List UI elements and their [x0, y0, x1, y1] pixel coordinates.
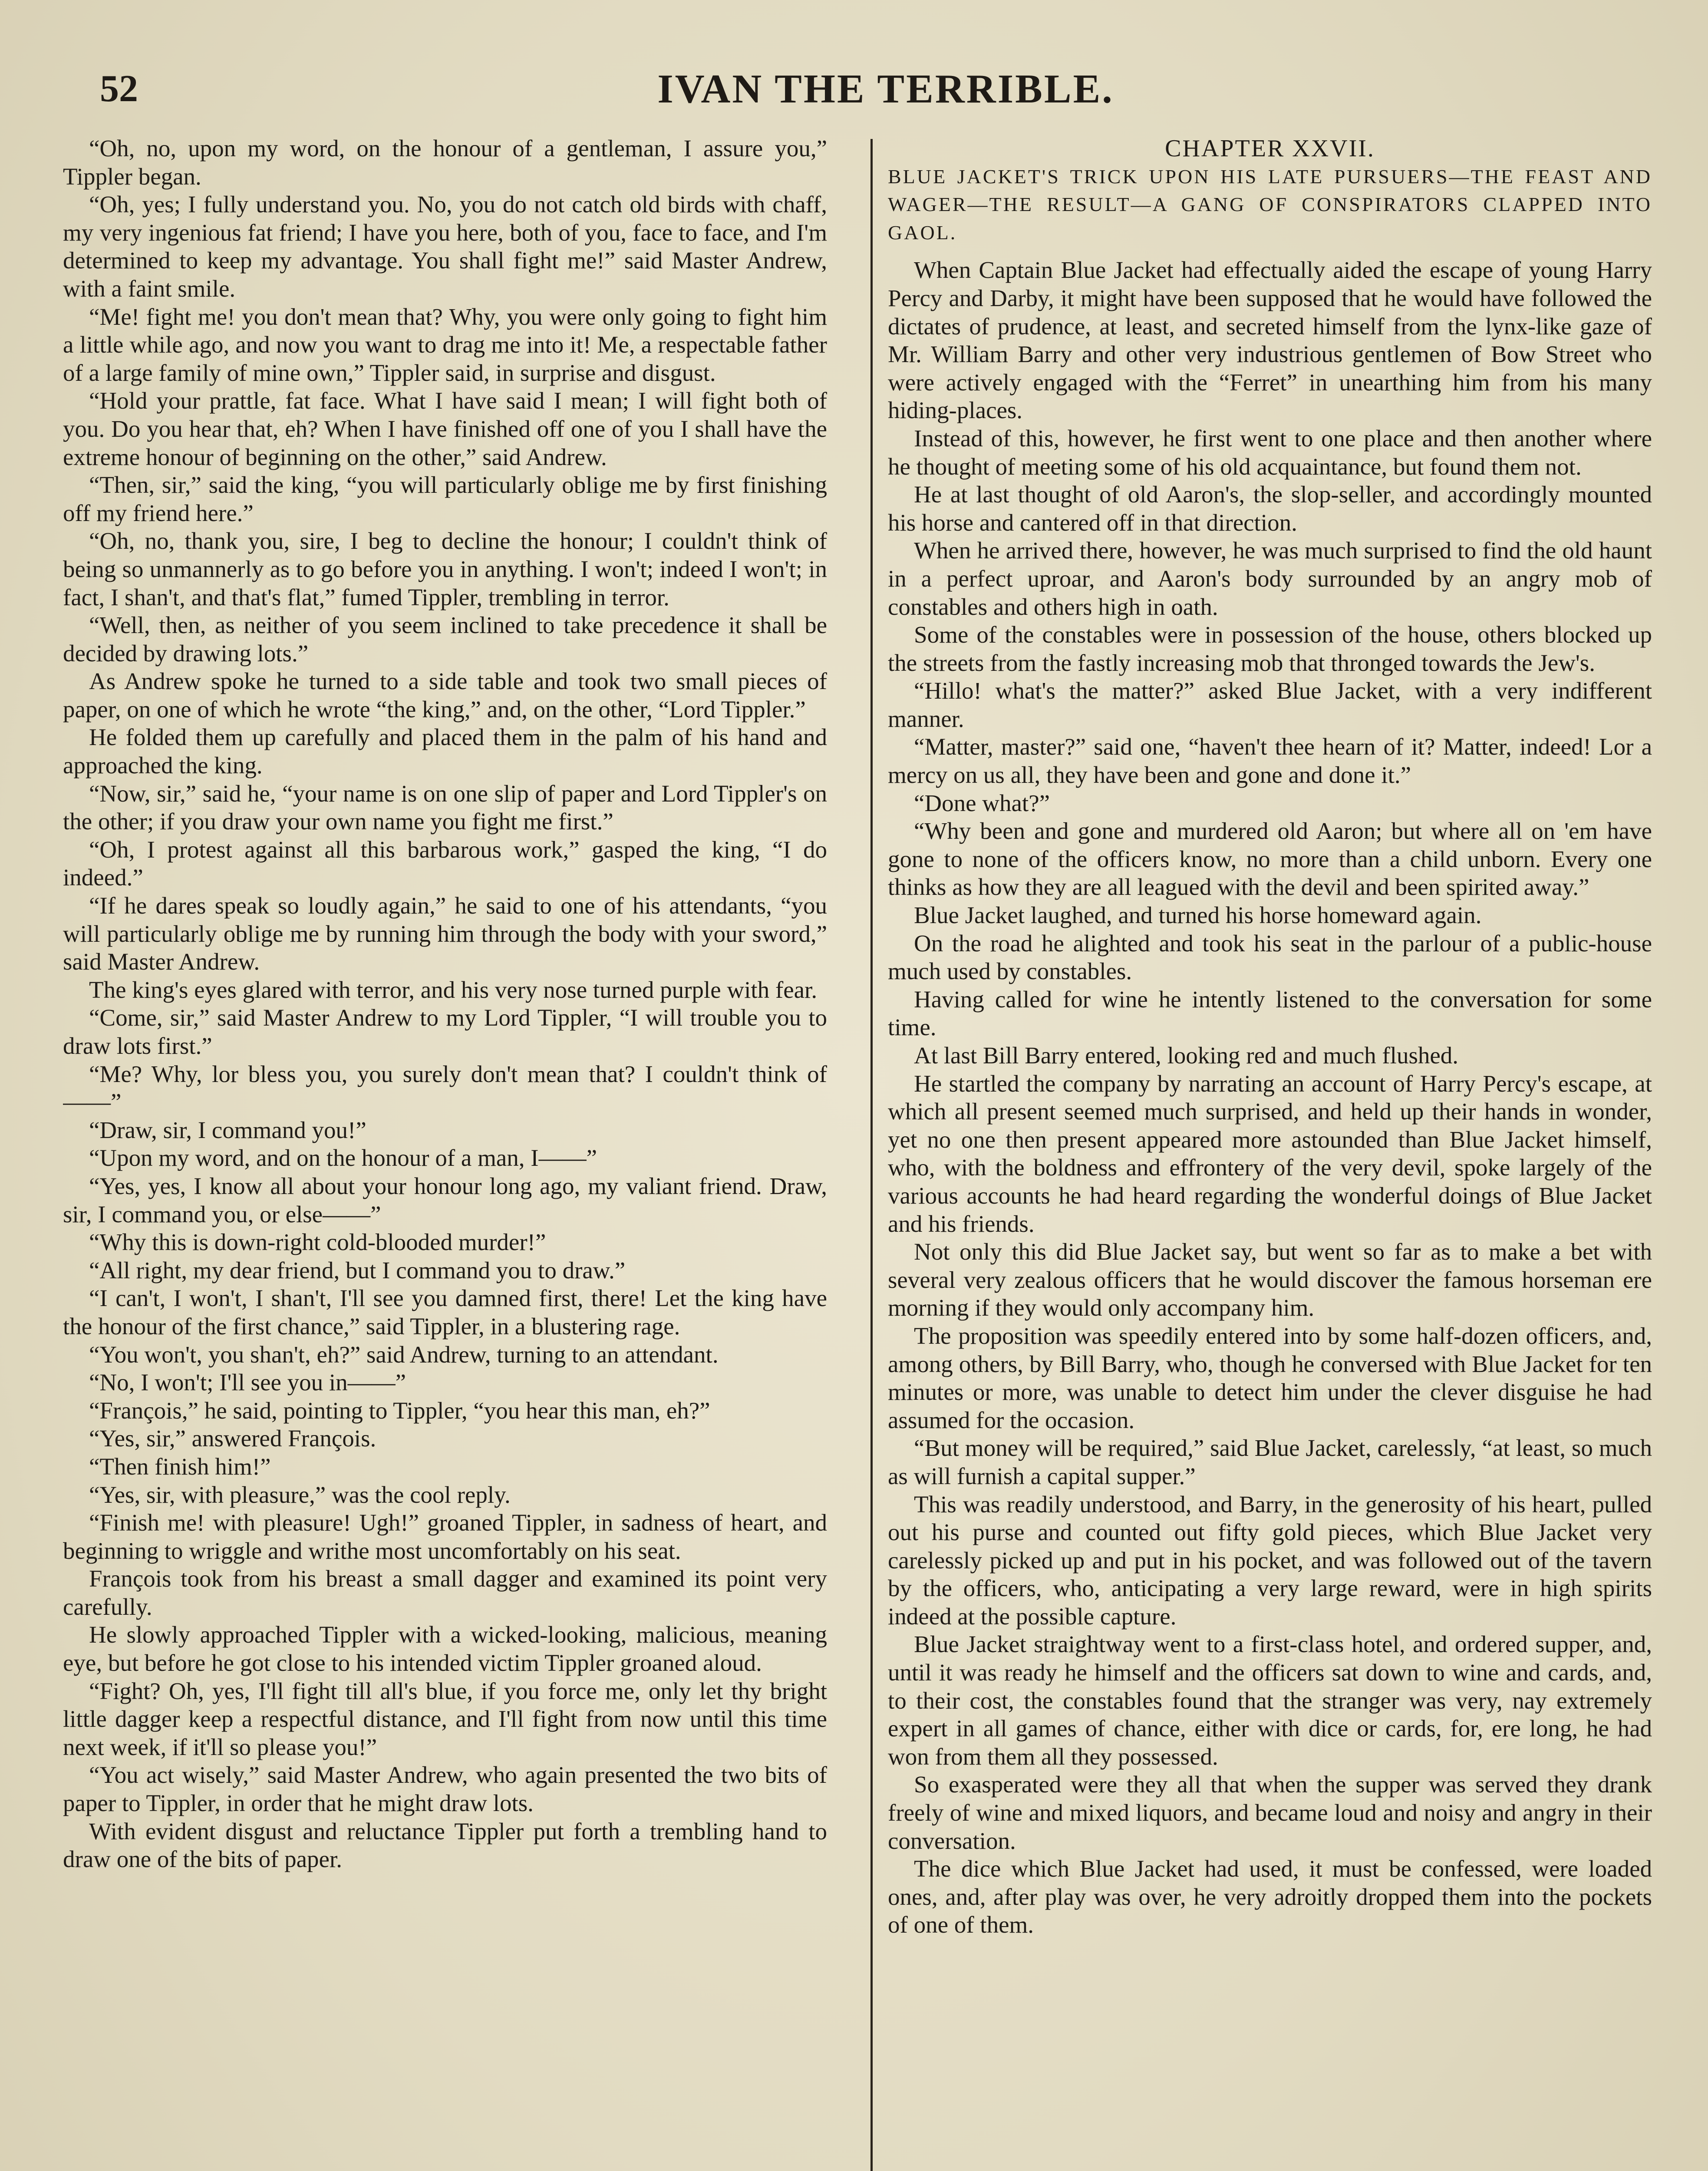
paragraph: “All right, my dear friend, but I command you to draw.”: [89, 1257, 626, 1283]
paragraph: “Hold your prattle, fat face. What I have said I mean; I will fight both of you. Do you hear that, eh? When I have finished off one of you I shall have the extreme honour of beginning on the other,” said Andrew.: [63, 387, 827, 470]
paragraph: Instead of this, however, he first went to one place and then another where he thought of meeting some of his old acquaintance, but found them not.: [888, 425, 1652, 480]
paragraph: “Yes, sir, with pleasure,” was the cool reply.: [89, 1481, 511, 1508]
left-column: [63, 135, 827, 2171]
paragraph: “Why this is down-right cold-blooded murder!”: [89, 1229, 546, 1256]
paragraph: At last Bill Barry entered, looking red and much flushed.: [914, 1042, 1459, 1069]
paragraph: On the road he alighted and took his seat in the parlour of a public-house much used by constables.: [888, 930, 1652, 985]
column-divider: [870, 139, 873, 2171]
paragraph: “Come, sir,” said Master Andrew to my Lord Tippler, “I will trouble you to draw lots first.”: [63, 1004, 827, 1059]
paragraph: “Yes, sir,” answered François.: [89, 1425, 376, 1452]
paragraph: “But money will be required,” said Blue Jacket, carelessly, “at least, so much as will furnish a capital supper.”: [888, 1435, 1652, 1489]
paragraph: “Me? Why, lor bless you, you surely don't mean that? I couldn't think of——”: [63, 1060, 827, 1115]
paragraph: “Matter, master?” said one, “haven't thee hearn of it? Matter, indeed! Lor a mercy on us all, they have been and gone and done it.”: [888, 733, 1652, 789]
paragraph: “I can't, I won't, I shan't, I'll see you damned first, there! Let the king have the honour of the first chance,” said Tippler, in a blustering rage.: [63, 1285, 827, 1340]
right-column: [888, 135, 1652, 2171]
paragraph: So exasperated were they all that when the supper was served they drank freely of wine and mixed liquors, and became loud and noisy and angry in their conversation.: [888, 1771, 1652, 1854]
paragraph: François took from his breast a small dagger and examined its point very carefully.: [63, 1565, 827, 1620]
paragraph: “Now, sir,” said he, “your name is on one slip of paper and Lord Tippler's on the other; if you draw your own name you fight me first.”: [63, 780, 827, 835]
paragraph: “Finish me! with pleasure! Ugh!” groaned Tippler, in sadness of heart, and beginning to wriggle and writhe most uncomfortably on his seat.: [63, 1509, 827, 1564]
paragraph: “Hillo! what's the matter?” asked Blue Jacket, with a very indifferent manner.: [888, 677, 1652, 732]
paragraph: Blue Jacket laughed, and turned his horse homeward again.: [914, 902, 1482, 929]
paragraph: “François,” he said, pointing to Tippler, “you hear this man, eh?”: [89, 1397, 710, 1424]
chapter-summary: BLUE JACKET'S TRICK UPON HIS LATE PURSUERS—THE FEAST AND WAGER—THE RESULT—A GANG OF CONSPIRATORS CLAPPED INTO GAOL.: [888, 165, 1652, 244]
paragraph: He folded them up carefully and placed them in the palm of his hand and approached the king.: [63, 724, 827, 779]
chapter-heading: CHAPTER XXVII.: [1165, 135, 1375, 162]
page-number: 52: [100, 68, 138, 110]
paragraph: “Then finish him!”: [89, 1453, 271, 1480]
paragraph: “Fight? Oh, yes, I'll fight till all's blue, if you force me, only let thy bright little dagger keep a respectful distance, and I'll fight from now until this time next week, if it'll so please you!”: [63, 1677, 827, 1760]
paragraph: “No, I won't; I'll see you in——”: [89, 1369, 406, 1396]
paragraph: The dice which Blue Jacket had used, it must be confessed, were loaded ones, and, after play was over, he very adroitly dropped them into the pockets of one of them.: [888, 1855, 1652, 1938]
paragraph: “You won't, you shan't, eh?” said Andrew, turning to an attendant.: [89, 1341, 719, 1368]
paragraph: “Oh, no, thank you, sire, I beg to decline the honour; I couldn't think of being so unmannerly as to go before you in anything. I won't; indeed I won't; in fact, I shan't, and that's flat,” fumed Tippler, trembling in terror.: [63, 528, 827, 610]
paragraph: “Then, sir,” said the king, “you will particularly oblige me by first finishing off my friend here.”: [63, 472, 827, 526]
paragraph: Some of the constables were in possession of the house, others blocked up the streets from the fastly increasing mob that thronged towards the Jew's.: [888, 621, 1652, 676]
paragraph: As Andrew spoke he turned to a side table and took two small pieces of paper, on one of which he wrote “the king,” and, on the other, “Lord Tippler.”: [63, 668, 827, 723]
running-title: IVAN THE TERRIBLE.: [657, 66, 1114, 112]
paragraph: He at last thought of old Aaron's, the slop-seller, and accordingly mounted his horse and cantered off in that direction.: [888, 481, 1652, 536]
paragraph: He startled the company by narrating an account of Harry Percy's escape, at which all present seemed much surprised, and held up their hands in wonder, yet no one then present appeared more astounded than Blue Jacket himself, who, with the boldness and effrontery of the very devil, spoke largely of the various accounts he had heard regarding the wonderful doings of Blue Jacket and his friends.: [888, 1070, 1652, 1237]
paragraph: “You act wisely,” said Master Andrew, who again presented the two bits of paper to Tippler, in order that he might draw lots.: [63, 1762, 827, 1817]
paragraph: The proposition was speedily entered into by some half-dozen officers, and, among others, by Bill Barry, who, though he conversed with Blue Jacket for ten minutes or more, was unable to detect him under the clever disguise he had assumed for the occasion.: [888, 1322, 1652, 1433]
paragraph: “Oh, yes; I fully understand you. No, you do not catch old birds with chaff, my very ingenious fat friend; I have you here, both of you, face to face, and I'm determined to keep my advantage. You shall fight me!” said Master Andrew, with a faint smile.: [63, 191, 827, 302]
paragraph: Blue Jacket straightway went to a first-class hotel, and ordered supper, and, until it was ready he himself and the officers sat down to wine and cards, and, to their cost, the constables found that the stranger was very, nay extremely expert in all games of chance, either with dice or cards, for, ere long, he had won from them all they possessed.: [888, 1631, 1652, 1770]
paragraph: The king's eyes glared with terror, and his very nose turned purple with fear.: [89, 976, 818, 1003]
paragraph: “Done what?”: [914, 789, 1050, 816]
paragraph: “Oh, I protest against all this barbarous work,” gasped the king, “I do indeed.”: [63, 836, 827, 891]
paragraph: This was readily understood, and Barry, in the generosity of his heart, pulled out his purse and counted out fifty gold pieces, which Blue Jacket very carelessly picked up and put in his pocket, and was followed out of the tavern by the officers, who, anticipating a very large reward, were in high spirits indeed at the possible capture.: [888, 1491, 1652, 1630]
paragraph: Having called for wine he intently listened to the conversation for some time.: [888, 986, 1652, 1041]
paragraph: When he arrived there, however, he was much surprised to find the old haunt in a perfect uproar, and Aaron's body surrounded by an angry mob of constables and others high in oath.: [888, 537, 1652, 620]
paragraph: “Well, then, as neither of you seem inclined to take precedence it shall be decided by drawing lots.”: [63, 612, 827, 666]
paragraph: Not only this did Blue Jacket say, but went so far as to make a bet with several very zealous officers that he would discover the famous horseman ere morning if they would only accompany him.: [888, 1238, 1652, 1321]
paragraph: “Yes, yes, I know all about your honour long ago, my valiant friend. Draw, sir, I command you, or else——”: [63, 1172, 827, 1227]
paragraph: “If he dares speak so loudly again,” he said to one of his attendants, “you will particularly oblige me by running him through the body with your sword,” said Master Andrew.: [63, 892, 827, 975]
paragraph: With evident disgust and reluctance Tippler put forth a trembling hand to draw one of the bits of paper.: [63, 1818, 827, 1873]
paragraph: “Why been and gone and murdered old Aaron; but where all on 'em have gone to none of the officers know, no more than a child unborn. Every one thinks as how they are all leagued with the devil and been spirited away.”: [888, 818, 1652, 901]
paragraph: “Oh, no, upon my word, on the honour of a gentleman, I assure you,” Tippler began.: [63, 135, 827, 190]
paragraph: He slowly approached Tippler with a wicked-looking, malicious, meaning eye, but before he got close to his intended victim Tippler groaned aloud.: [63, 1621, 827, 1676]
page-header: [100, 61, 1672, 117]
paragraph: “Me! fight me! you don't mean that? Why, you were only going to fight him a little while ago, and now you want to drag me into it! Me, a respectable father of a large family of mine own,” Tippler said, in surprise and disgust.: [63, 303, 827, 386]
paragraph: “Upon my word, and on the honour of a man, I——”: [89, 1145, 597, 1171]
paragraph: When Captain Blue Jacket had effectually aided the escape of young Harry Percy and Darby, it might have been supposed that he would have followed the dictates of prudence, at least, and secreted himself from the lynx-like gaze of Mr. William Barry and other very industrious gentlemen of Bow Street who were actively engaged with the “Ferret” in unearthing him from his many hiding-places.: [888, 257, 1652, 424]
paragraph: “Draw, sir, I command you!”: [89, 1116, 366, 1143]
